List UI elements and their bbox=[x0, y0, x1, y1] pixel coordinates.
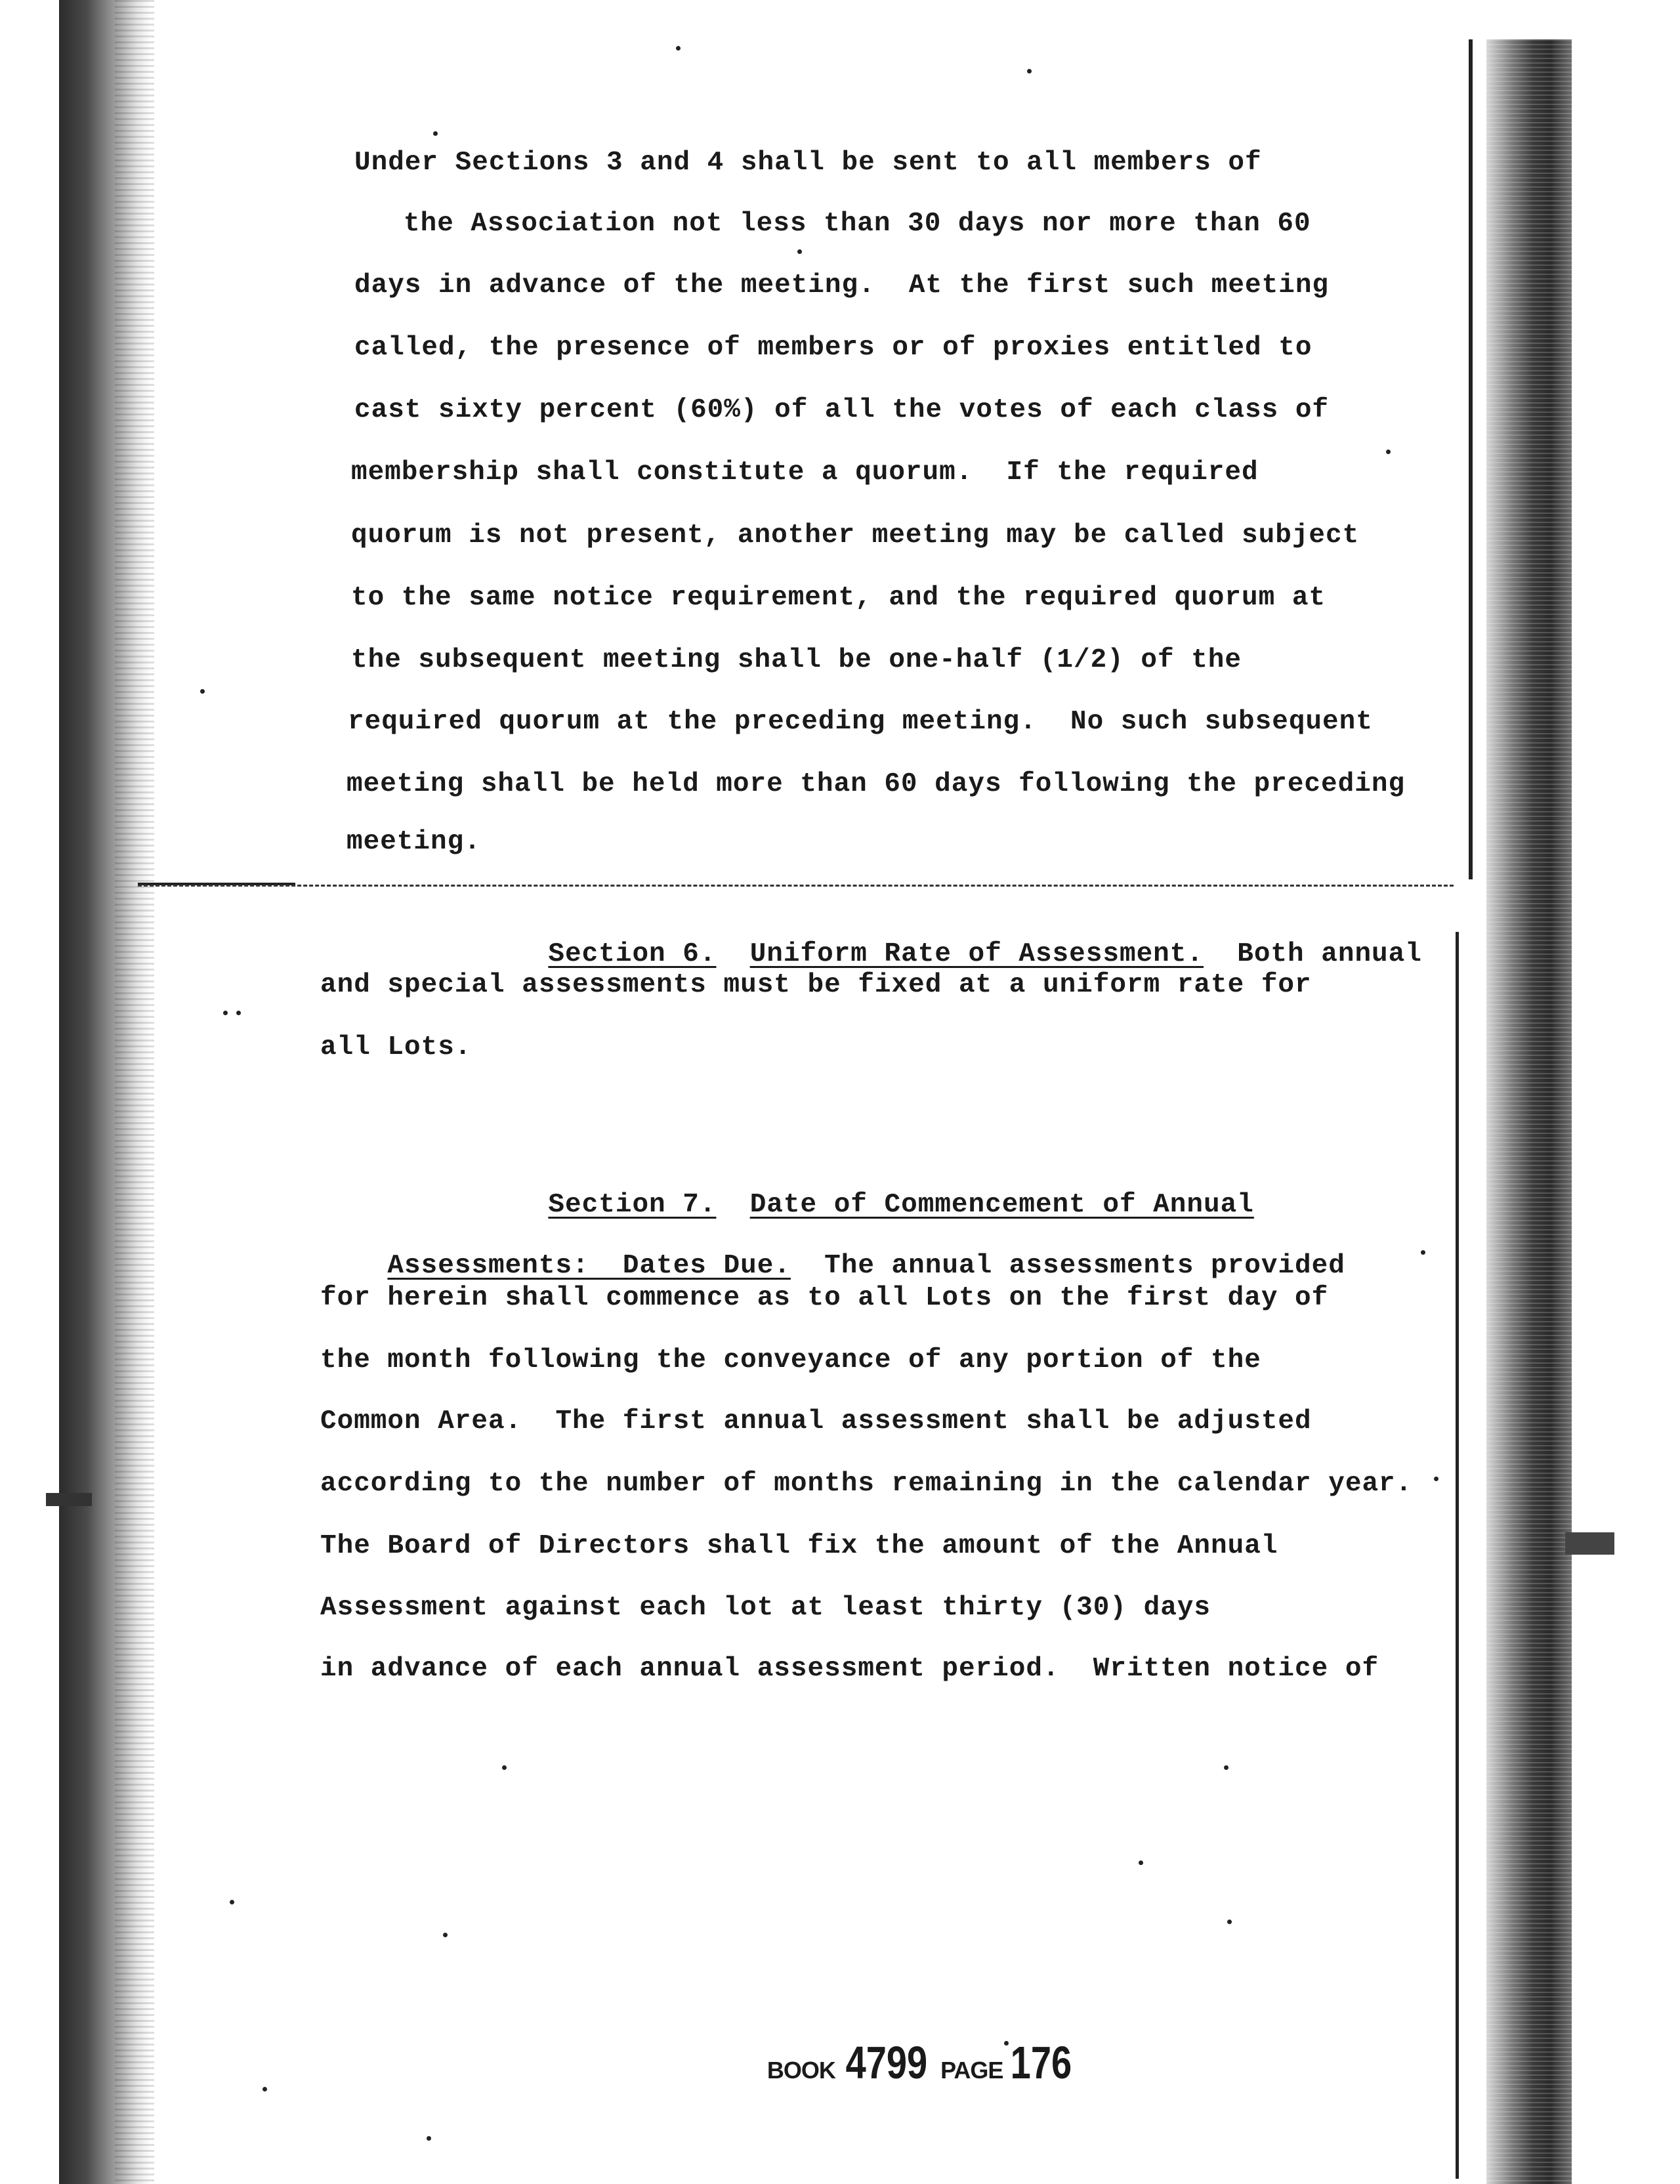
text-line: in advance of each annual assessment period. Written notice of bbox=[320, 1654, 1379, 1684]
text-line: cast sixty percent (60%) of all the votes of each class of bbox=[354, 395, 1330, 425]
text-line: membership shall constitute a quorum. If the required bbox=[351, 457, 1259, 488]
section-7-lead: The annual assessments provided bbox=[824, 1251, 1345, 1281]
section-6-lead: Both annual bbox=[1237, 939, 1422, 969]
scan-splice-dashed-rule bbox=[138, 885, 1454, 887]
text-line: The Board of Directors shall fix the amount of the Annual bbox=[320, 1531, 1278, 1561]
text-line: the subsequent meeting shall be one-half (1/2) of the bbox=[351, 645, 1242, 675]
section-7-title-line2: Assessments: Dates Due. bbox=[387, 1251, 791, 1281]
binder-tab-right bbox=[1565, 1532, 1614, 1555]
section-7-number: Section 7. bbox=[548, 1190, 717, 1220]
recording-stamp bbox=[761, 2025, 1080, 2089]
text-line: called, the presence of members or of proxies entitled to bbox=[354, 333, 1312, 363]
text-line: according to the number of months remaining in the calendar year. bbox=[320, 1469, 1413, 1499]
text-line: and special assessments must be fixed at a uniform rate for bbox=[320, 970, 1312, 1000]
text-line: to the same notice requirement, and the required quorum at bbox=[351, 583, 1326, 613]
binding-line bbox=[1456, 932, 1459, 2179]
section-6-number: Section 6. bbox=[548, 939, 717, 969]
text-line: quorum is not present, another meeting may be called subject bbox=[351, 520, 1360, 551]
text-line: Common Area. The first annual assessment shall be adjusted bbox=[320, 1406, 1312, 1437]
text-line: Under Sections 3 and 4 shall be sent to all members of bbox=[354, 148, 1262, 178]
page-label: PAGE bbox=[940, 2057, 1003, 2084]
book-number: 4799 bbox=[845, 2037, 928, 2088]
text-line: all Lots. bbox=[320, 1032, 472, 1062]
text-line: meeting. bbox=[346, 827, 481, 857]
scan-noise-left bbox=[115, 0, 154, 2184]
text-line: meeting shall be held more than 60 days following the preceding bbox=[346, 769, 1406, 799]
binding-line bbox=[1469, 39, 1473, 879]
book-label: BOOK bbox=[766, 2057, 835, 2084]
text-line: Assessment against each lot at least thirty (30) days bbox=[320, 1593, 1211, 1623]
scan-noise-right bbox=[1486, 39, 1572, 2184]
text-line: required quorum at the preceding meeting. No such subsequent bbox=[348, 707, 1373, 737]
text-line: days in advance of the meeting. At the first such meeting bbox=[354, 270, 1330, 301]
text-line: the Association not less than 30 days nor more than 60 bbox=[404, 209, 1311, 239]
binder-tab-left bbox=[46, 1493, 92, 1506]
section-6-title: Uniform Rate of Assessment. bbox=[749, 939, 1204, 969]
text-line: the month following the conveyance of any portion of the bbox=[320, 1345, 1261, 1376]
page-number: 176 bbox=[1011, 2037, 1072, 2088]
text-line: for herein shall commence as to all Lots on the first day of bbox=[320, 1283, 1329, 1313]
section-7-title-line1: Date of Commencement of Annual bbox=[749, 1190, 1254, 1220]
